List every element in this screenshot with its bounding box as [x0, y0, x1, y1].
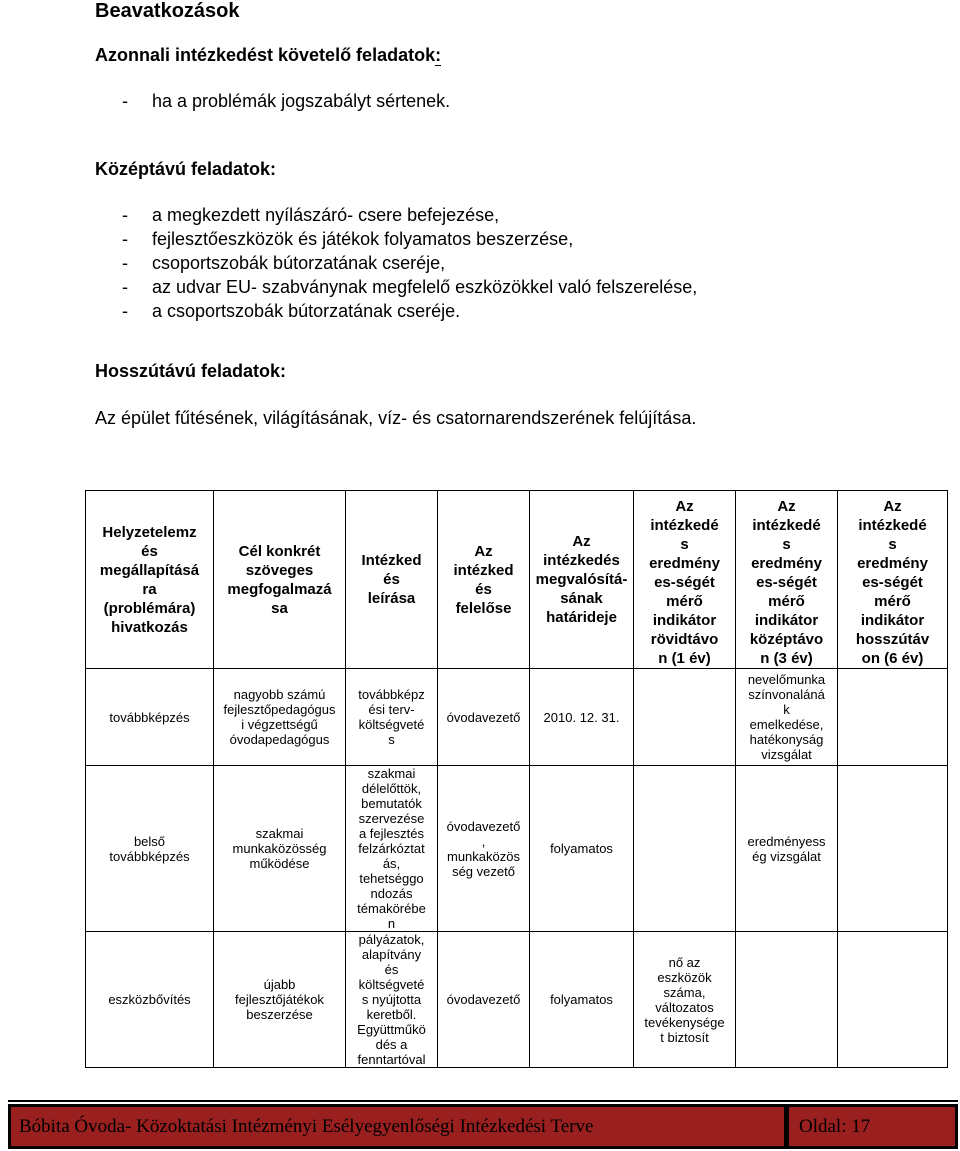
longterm-text: Az épület fűtésének, világításának, víz- és csatornarendszerének felújítása. [95, 408, 697, 428]
table-cell: továbbképzés [86, 669, 214, 766]
list-dash: - [122, 91, 128, 111]
table-cell: óvodavezető [438, 669, 530, 766]
table-cell: eszközbővítés [86, 932, 214, 1068]
footer-document-title: Bóbita Óvoda- Közoktatási Intézményi Esélyegyenlőségi Intézkedési Terve [11, 1107, 784, 1146]
table-cell: óvodavezető [438, 932, 530, 1068]
table-cell: szakmai délelőttök, bemutatók szervezése a fejlesztés felzárkóztat ás, tehetséggo ndozás témakörébe n [346, 766, 438, 932]
midterm-list [0, 205, 960, 325]
page-title: Beavatkozások [95, 0, 240, 22]
list-item: a megkezdett nyílászáró- csere befejezése, [152, 205, 500, 225]
list-item: az udvar EU- szabványnak megfelelő eszközökkel való felszerelése, [152, 277, 698, 297]
list-item: a csoportszobák bútorzatának cseréje. [152, 301, 461, 321]
table-cell: óvodavezető , munkaközös ség vezető [438, 766, 530, 932]
table-cell [634, 766, 736, 932]
list-dash: - [122, 205, 128, 225]
measures-table [85, 490, 948, 1068]
table-row [86, 669, 948, 766]
table-cell: szakmai munkaközösség működése [214, 766, 346, 932]
table-cell: folyamatos [530, 932, 634, 1068]
header-cell: Az intézkedé s eredmény es-ségét mérő indikátor rövidtávo n (1 év) [634, 491, 736, 669]
table-row [86, 932, 948, 1068]
list-item: ha a problémák jogszabályt sértenek. [152, 91, 451, 111]
table-cell: nevelőmunka színvonaláná k emelkedése, hatékonyság vizsgálat [736, 669, 838, 766]
table-row [86, 766, 948, 932]
list-item: csoportszobák bútorzatának cseréje, [152, 253, 446, 273]
footer-page-number: Oldal: 17 [789, 1107, 955, 1146]
page-footer [8, 1104, 958, 1149]
table-cell: 2010. 12. 31. [530, 669, 634, 766]
list-item: fejlesztőeszközök és játékok folyamatos beszerzése, [152, 229, 574, 249]
table-cell: eredményess ég vizsgálat [736, 766, 838, 932]
list-dash: - [122, 301, 128, 321]
footer-rule [8, 1100, 958, 1102]
table-header-row [86, 491, 948, 669]
immediate-list [0, 91, 960, 115]
table-cell [634, 669, 736, 766]
header-cell: Az intézkedé s eredmény es-ségét mérő indikátor hosszútáv on (6 év) [838, 491, 948, 669]
table-cell: belső továbbképzés [86, 766, 214, 932]
table-cell: pályázatok, alapítvány és költségveté s nyújtotta keretből. Együttműkö dés a fenntartóval [346, 932, 438, 1068]
midterm-heading: Középtávú feladatok: [95, 159, 277, 179]
table-cell: folyamatos [530, 766, 634, 932]
header-cell: Az intézkedés megvalósítá- sának határideje [530, 491, 634, 669]
immediate-heading-text: Azonnali intézkedést követelő feladatok [95, 45, 436, 65]
table-cell: továbbképz ési terv- költségveté s [346, 669, 438, 766]
table-cell [838, 669, 948, 766]
table-cell: újabb fejlesztőjátékok beszerzése [214, 932, 346, 1068]
table-cell [736, 932, 838, 1068]
longterm-heading: Hosszútávú feladatok: [95, 361, 287, 381]
header-cell: Az intézkedé s eredmény es-ségét mérő indikátor középtávo n (3 év) [736, 491, 838, 669]
list-dash: - [122, 277, 128, 297]
table-cell [838, 766, 948, 932]
header-cell: Az intézked és felelőse [438, 491, 530, 669]
header-cell: Intézked és leírása [346, 491, 438, 669]
immediate-heading [95, 45, 441, 66]
table-cell: nagyobb számú fejlesztőpedagógus i végzettségű óvodapedagógus [214, 669, 346, 766]
immediate-heading-colon: : [435, 45, 442, 65]
list-dash: - [122, 229, 128, 249]
table-cell: nő az eszközök száma, változatos tevékenysége t biztosít [634, 932, 736, 1068]
header-cell: Cél konkrét szöveges megfogalmazá sa [214, 491, 346, 669]
table-cell [838, 932, 948, 1068]
list-dash: - [122, 253, 128, 273]
header-cell: Helyzetelemz és megállapításá ra (problémára) hivatkozás [86, 491, 214, 669]
